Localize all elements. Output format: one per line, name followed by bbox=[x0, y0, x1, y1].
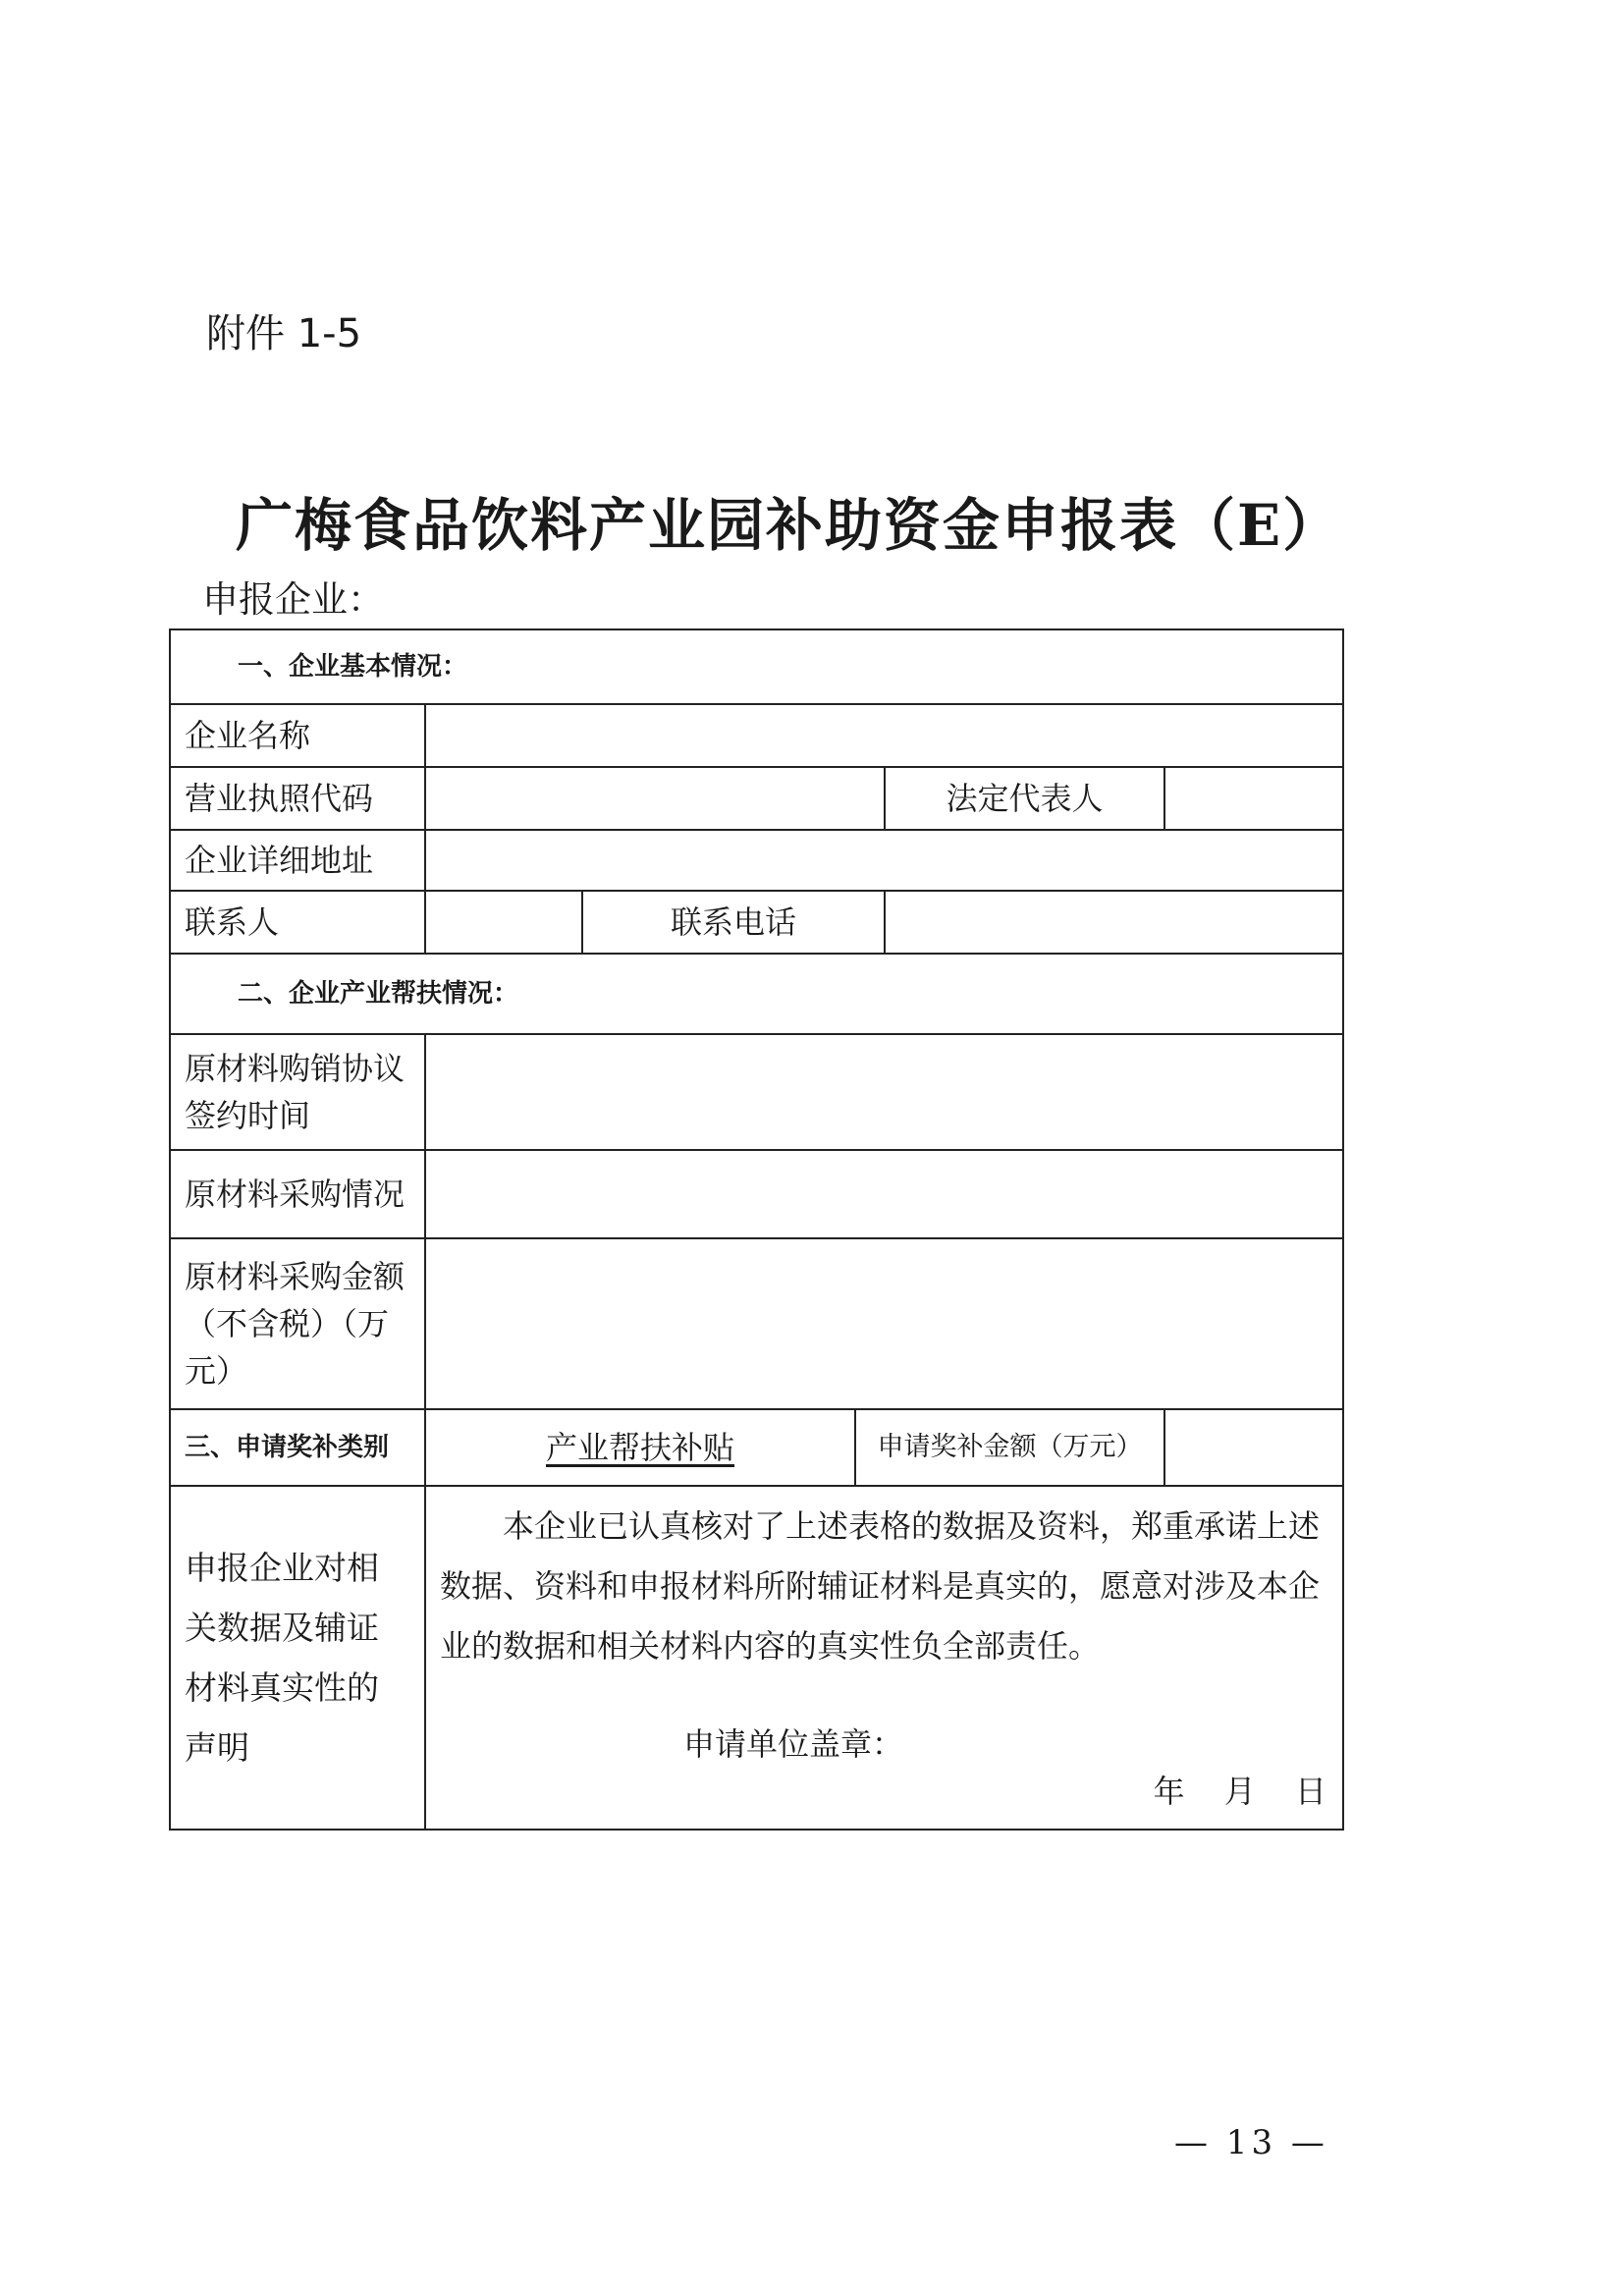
contact-person-value[interactable] bbox=[425, 891, 582, 954]
address-label: 企业详细地址 bbox=[170, 830, 425, 891]
purchase-status-label: 原材料采购情况 bbox=[170, 1150, 425, 1238]
agreement-time-value[interactable] bbox=[425, 1034, 1343, 1150]
row-purchase-status bbox=[170, 1150, 1343, 1238]
row-declaration bbox=[170, 1486, 1343, 1830]
subsidy-category-value: 产业帮扶补贴 bbox=[425, 1409, 855, 1486]
address-value[interactable] bbox=[425, 830, 1343, 891]
form-title: 广梅食品饮料产业园补助资金申报表（E） bbox=[236, 492, 1342, 559]
contact-person-label: 联系人 bbox=[170, 891, 425, 954]
row-license-code bbox=[170, 767, 1343, 830]
page-number: — 13 — bbox=[1174, 2123, 1328, 2162]
application-form bbox=[169, 629, 1344, 1831]
declaration-cell bbox=[425, 1486, 1343, 1830]
subsidy-amount-label: 申请奖补金额（万元） bbox=[855, 1409, 1164, 1486]
section-basic-info bbox=[170, 629, 1343, 704]
license-code-label: 营业执照代码 bbox=[170, 767, 425, 830]
declaration-label: 申报企业对相关数据及辅证材料真实性的声明 bbox=[170, 1486, 425, 1830]
row-address bbox=[170, 830, 1343, 891]
legal-rep-label: 法定代表人 bbox=[885, 767, 1164, 830]
row-agreement-time bbox=[170, 1034, 1343, 1150]
subsidy-amount-value[interactable] bbox=[1164, 1409, 1343, 1486]
contact-phone-label: 联系电话 bbox=[582, 891, 885, 954]
company-name-value[interactable] bbox=[425, 704, 1343, 767]
company-name-label: 企业名称 bbox=[170, 704, 425, 767]
section-heading-support: 二、企业产业帮扶情况： bbox=[170, 954, 1343, 1034]
license-code-value[interactable] bbox=[425, 767, 885, 830]
date-label: 年 月 日 bbox=[1153, 1773, 1327, 1810]
agreement-time-label: 原材料购销协议签约时间 bbox=[170, 1034, 425, 1150]
contact-phone-value[interactable] bbox=[885, 891, 1343, 954]
declaration-text: 本企业已认真核对了上述表格的数据及资料，郑重承诺上述数据、资料和申报材料所附辅证材料是真实的，愿意对涉及本企业的数据和相关材料内容的真实性负全部责任。 bbox=[440, 1507, 1321, 1665]
legal-rep-value[interactable] bbox=[1164, 767, 1343, 830]
purchase-amount-value[interactable] bbox=[425, 1238, 1343, 1409]
applicant-label: 申报企业： bbox=[202, 578, 384, 621]
purchase-amount-label: 原材料采购金额（不含税）（万元） bbox=[170, 1238, 425, 1409]
attachment-label: 附件 1-5 bbox=[206, 311, 362, 356]
section-heading-subsidy-type: 三、申请奖补类别 bbox=[170, 1409, 425, 1486]
purchase-status-value[interactable] bbox=[425, 1150, 1343, 1238]
seal-label: 申请单位盖章： bbox=[683, 1725, 904, 1763]
section-support bbox=[170, 954, 1343, 1034]
row-purchase-amount bbox=[170, 1238, 1343, 1409]
row-contact bbox=[170, 891, 1343, 954]
row-subsidy-type bbox=[170, 1409, 1343, 1486]
row-company-name bbox=[170, 704, 1343, 767]
section-heading-basic-info: 一、企业基本情况： bbox=[170, 629, 1343, 704]
